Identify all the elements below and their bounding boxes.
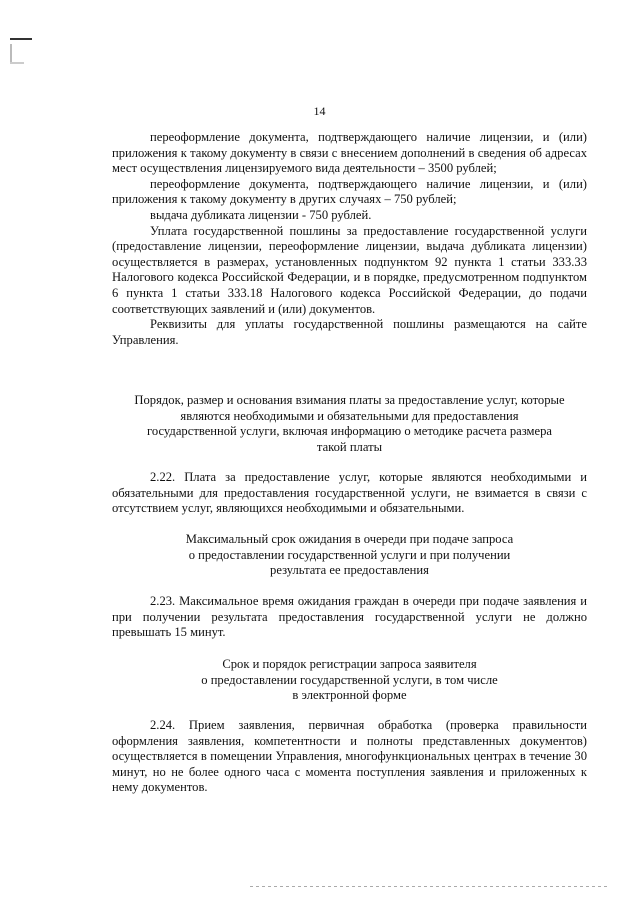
scan-edge [250,886,610,887]
scan-artifact [10,62,24,64]
section-heading: Максимальный срок ожидания в очереди при подаче запроса о предоставлении государственной услуги и при получении результата ее предоставления [185,532,514,578]
page-number: 14 [313,104,326,118]
paragraph: переоформление документа, подтверждающего наличие лицензии, и (или) приложения к такому документу в других случаях – 750 рублей; [112,176,587,207]
clause-2-22 [112,470,587,517]
paragraph: Уплата государственной пошлины за предоставление государственной услуги (предоставление лицензии, переоформление лицензии, выдача дубликата лицензии) осуществляется в размерах, установленных подпунктом 92 пункта 1 статьи 333.33 Налогового кодекса Российской Федерации, и в порядке, предусмотренном подпунктом 6 пункта 1 статьи 333.18 Налогового кодекса Российской Федерации, до подачи соответствующих заявлений и (или) документов. [112,223,587,316]
paragraph: 2.22. Плата за предоставление услуг, которые являются необходимыми и обязательными для предоставления государственной услуги, не взимается в связи с отсутствием услуг, являющихся необходимыми и обязательными. [112,470,587,516]
section-heading: Срок и порядок регистрации запроса заявителя о предоставлении государственной услуги, в том числе в электронной форме [201,657,498,703]
paragraph: Реквизиты для уплаты государственной пошлины размещаются на сайте Управления. [112,317,587,347]
paragraph: переоформление документа, подтверждающего наличие лицензии, и (или) приложения к такому документу в связи с внесением дополнений в сведения об адресах мест осуществления лицензируемого вида деятельности – 3500 рублей; [112,130,587,176]
paragraph: 2.24. Прием заявления, первичная обработка (проверка правильности оформления заявления, компетентности и полноты представленных документов) осуществляется в помещении Управления, многофункциональных центрах в течение 30 минут, но не более одного часа с момента поступления заявления и приложенных к нему документов. [112,718,587,795]
clause-2-24 [112,718,587,796]
fee-list-block [112,130,587,348]
paragraph: 2.23. Максимальное время ожидания граждан в очереди при подаче заявления и при получении результата предоставления государственной услуги не должно превышать 15 минут. [112,594,587,640]
clause-2-23 [112,594,587,641]
paragraph: выдача дубликата лицензии - 750 рублей. [150,207,372,222]
section-heading: Порядок, размер и основания взимания платы за предоставление услуг, которые являются необходимыми и обязательными для предоставления государственной услуги, включая информацию о методике расчета размера такой платы [134,393,565,454]
scan-artifact [10,44,12,62]
scan-artifact [10,38,32,40]
